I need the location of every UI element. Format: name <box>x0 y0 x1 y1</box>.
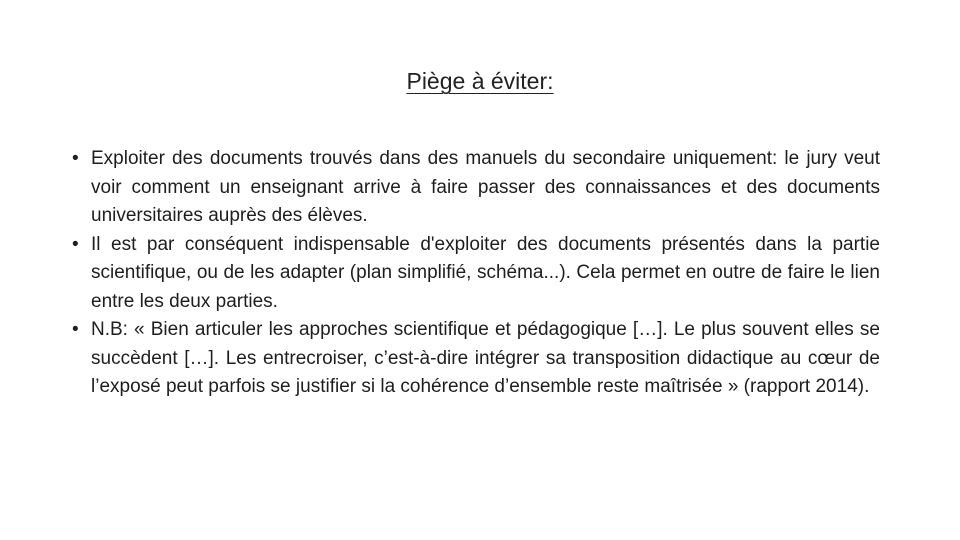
bullet-item-2 <box>72 231 880 317</box>
bullet-marker: • <box>72 148 79 169</box>
bullet-marker: • <box>72 319 79 340</box>
slide-title <box>0 64 960 98</box>
bullet-list <box>72 145 880 402</box>
slide-title-text: Piège à éviter: <box>406 68 554 94</box>
bullet-text-1: Exploiter des documents trouvés dans des manuels du secondaire uniquement: le jury veut voir comment un enseignant arrive à faire passer des connaissances et des documents universitaires auprès des élèves. <box>91 148 880 226</box>
bullet-text-2: Il est par conséquent indispensable d'exploiter des documents présentés dans la partie scientifique, ou de les adapter (plan simplifié, schéma...). Cela permet en outre de faire le lien entre les deux parties. <box>91 233 880 312</box>
bullet-marker: • <box>72 233 79 255</box>
bullet-item-1 <box>72 145 880 231</box>
bullet-text-3: N.B: « Bien articuler les approches scientifique et pédagogique […]. Le plus souvent elles se succèdent […]. Les entrecroiser, c’est-à-dire intégrer sa transposition didactique au cœur de l’exposé peut parfois se justifier si la cohérence d’ensemble reste maîtrisée » (rapport 2014). <box>91 319 880 397</box>
bullet-item-3 <box>72 316 880 402</box>
